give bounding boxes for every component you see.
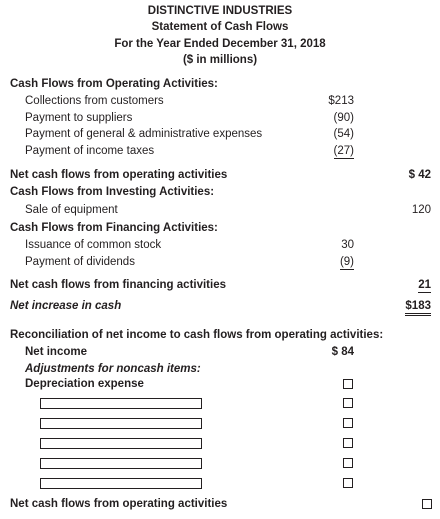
operating-item-label: Collections from customers [25,95,164,107]
company-name: DISTINCTIVE INDUSTRIES [147,5,293,17]
operating-net-label: Net cash flows from operating activities [10,169,228,181]
depreciation-label: Depreciation expense [25,378,144,390]
answer-checkbox[interactable] [343,398,353,408]
net-income-amount: $ 84 [331,346,354,358]
investing-item-amount: 120 [411,204,431,216]
financing-item-label: Payment of dividends [25,256,135,268]
operating-net-amount: $ 42 [408,169,431,181]
operating-item-amount: $213 [328,95,354,107]
operating-item-label: Payment of general & administrative expenses [25,128,263,140]
operating-item-amount: (90) [333,112,354,124]
financing-item-label: Issuance of common stock [25,239,162,251]
reconciled-net-checkbox[interactable] [422,499,432,509]
financing-net-amount: 21 [418,279,431,291]
operating-item-label: Payment to suppliers [25,112,133,124]
operating-heading: Cash Flows from Operating Activities: [10,78,218,90]
adjustment-input[interactable] [40,418,202,429]
net-increase-label: Net increase in cash [10,300,122,312]
financing-heading: Cash Flows from Financing Activities: [10,222,218,234]
investing-item-label: Sale of equipment [25,204,118,216]
operating-item-amount: (27) [333,145,354,157]
net-income-label: Net income [25,346,87,358]
net-increase-amount: $183 [405,299,431,316]
answer-checkbox[interactable] [343,418,353,428]
investing-heading: Cash Flows from Investing Activities: [10,186,215,198]
adjustments-label: Adjustments for noncash items: [25,363,201,375]
statement-units: ($ in millions) [182,54,258,66]
answer-checkbox[interactable] [343,478,353,488]
adjustment-input[interactable] [40,438,202,449]
operating-item-amount: (54) [333,128,354,140]
statement-title: Statement of Cash Flows [151,21,289,33]
reconciled-net-label: Net cash flows from operating activities [10,498,228,510]
answer-checkbox[interactable] [343,458,353,468]
financing-item-amount: (9) [339,256,354,268]
financing-item-amount: 30 [341,239,354,251]
statement-period: For the Year Ended December 31, 2018 [114,38,326,50]
answer-checkbox[interactable] [343,438,353,448]
reconciliation-heading: Reconciliation of net income to cash flows from operating activities: [10,329,384,341]
adjustment-input[interactable] [40,458,202,469]
financing-net-label: Net cash flows from financing activities [10,279,226,291]
answer-checkbox[interactable] [343,379,353,389]
operating-item-label: Payment of income taxes [25,145,155,157]
adjustment-input[interactable] [40,478,202,489]
adjustment-input[interactable] [40,398,202,409]
